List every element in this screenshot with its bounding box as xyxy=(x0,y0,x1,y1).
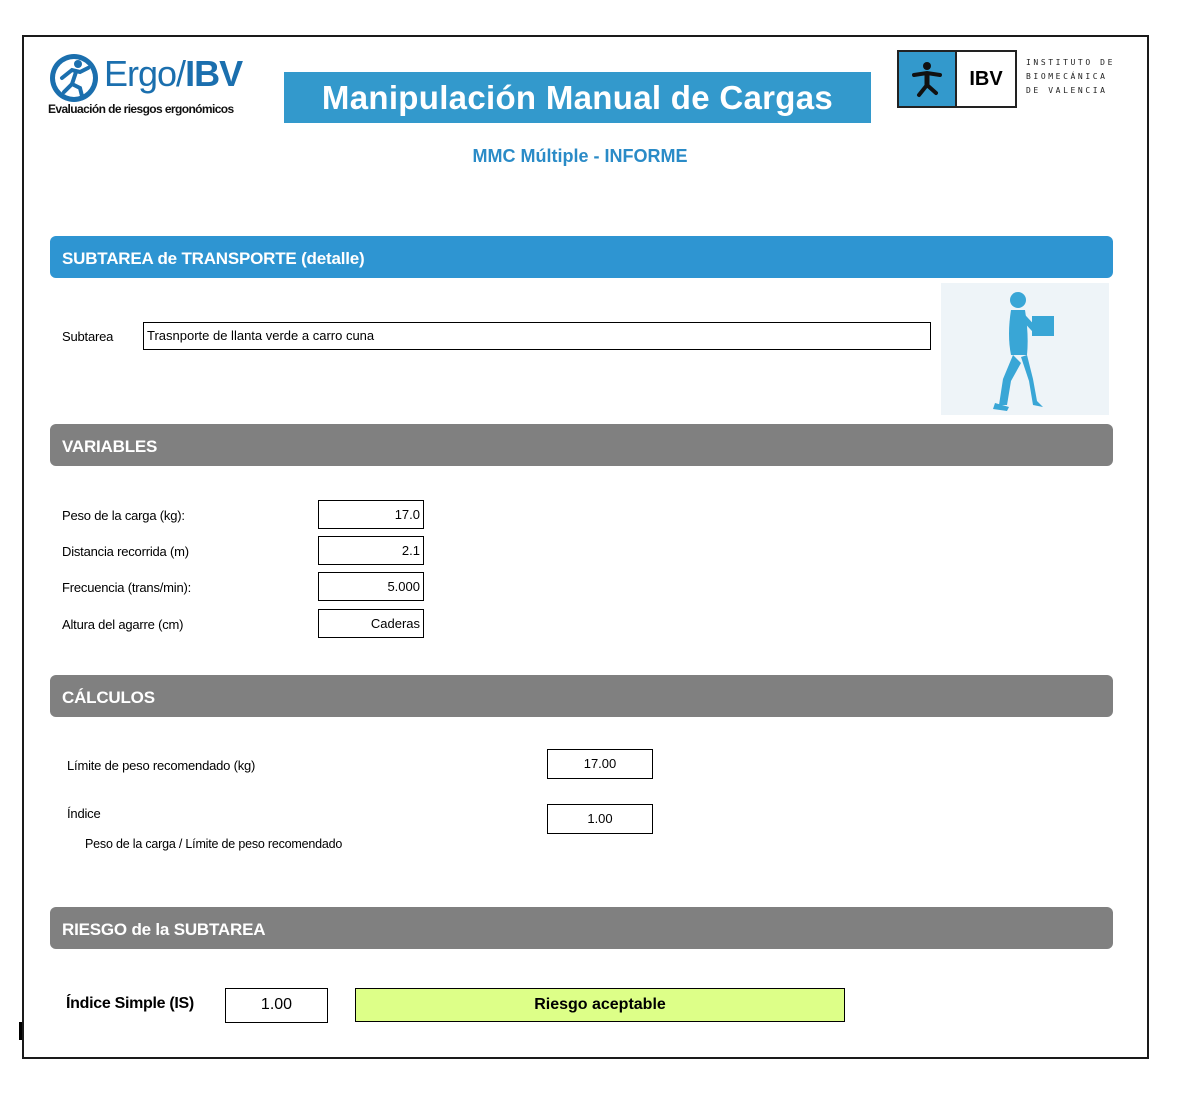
logo-ibv: IBV xyxy=(185,53,243,94)
section-header-calculos: CÁLCULOS xyxy=(50,675,1113,717)
section-header-transport: SUBTAREA de TRANSPORTE (detalle) xyxy=(50,236,1113,278)
risk-result-badge: Riesgo aceptable xyxy=(355,988,845,1022)
ergo-person-icon xyxy=(48,52,100,104)
institute-logo xyxy=(897,50,1017,108)
report-subtitle: MMC Múltiple - INFORME xyxy=(472,146,688,166)
margin-mark xyxy=(19,1022,22,1040)
logo-ergo: Ergo xyxy=(104,53,177,94)
limite-label: Límite de peso recomendado (kg) xyxy=(67,758,256,773)
page-title: Manipulación Manual de Cargas xyxy=(284,72,871,123)
institute-line: INSTITUTO DE xyxy=(1026,58,1115,67)
institute-abbr: IBV xyxy=(969,68,1003,90)
variable-label-distancia: Distancia recorrida (m) xyxy=(62,544,189,559)
indice-label: Índice xyxy=(67,806,101,821)
institute-line: DE VALENCIA xyxy=(1026,86,1108,95)
variable-value-distancia[interactable]: 2.1 xyxy=(318,536,424,565)
variable-value-altura[interactable]: Caderas xyxy=(318,609,424,638)
ibv-figure-icon xyxy=(899,52,957,106)
variable-label-peso: Peso de la carga (kg): xyxy=(62,508,185,523)
variable-label-frecuencia: Frecuencia (trans/min): xyxy=(62,580,192,595)
institute-line: BIOMECÁNICA xyxy=(1026,72,1108,81)
ergo-logo-wordmark xyxy=(104,52,242,96)
indice-value[interactable]: 1.00 xyxy=(547,804,653,834)
worker-illustration xyxy=(941,283,1109,415)
section-header-variables: VARIABLES xyxy=(50,424,1113,466)
worker-carrying-box-icon xyxy=(941,283,1109,415)
indice-simple-value[interactable]: 1.00 xyxy=(225,988,328,1023)
subtask-label: Subtarea xyxy=(62,329,114,344)
variable-value-frecuencia[interactable]: 5.000 xyxy=(318,572,424,601)
indice-formula: Peso de la carga / Límite de peso recomendado xyxy=(85,837,343,851)
subtask-field[interactable]: Trasnporte de llanta verde a carro cuna xyxy=(143,322,931,350)
logo-separator: / xyxy=(176,53,186,94)
report-frame xyxy=(22,35,1149,1059)
ergo-ibv-logo xyxy=(48,52,258,122)
variable-value-peso[interactable]: 17.0 xyxy=(318,500,424,529)
logo-tagline: Evaluación de riesgos ergonómicos xyxy=(48,102,234,116)
limite-value[interactable]: 17.00 xyxy=(547,749,653,779)
variable-label-altura: Altura del agarre (cm) xyxy=(62,617,184,632)
institute-name xyxy=(1026,56,1115,98)
indice-simple-label: Índice Simple (IS) xyxy=(66,995,194,1012)
section-header-riesgo: RIESGO de la SUBTAREA xyxy=(50,907,1113,949)
